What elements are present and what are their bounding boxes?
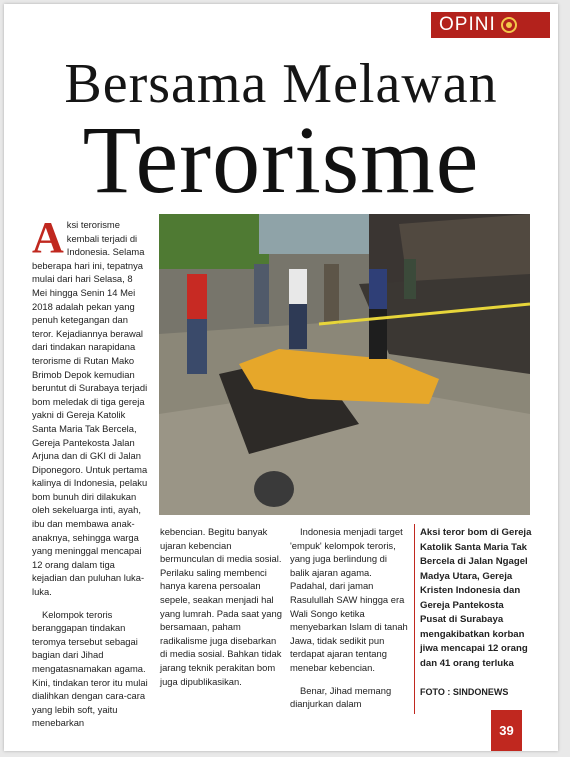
article-column-3 (290, 525, 408, 711)
drop-cap: A (32, 213, 64, 262)
paragraph: Benar, Jihad memang dianjurkan dalam (290, 684, 392, 710)
section-label: OPINI (439, 14, 496, 35)
caption-divider (414, 524, 415, 714)
section-badge (431, 12, 550, 38)
magazine-page (4, 4, 558, 751)
paragraph: kebencian. Begitu banyak ujaran kebencian bermunculan di media sosial. Perilaku saling membenci hanya karena persoalan sepele, seakan menjadi hal yang lumrah. Pada saat yang bersamaan, paham radikalisme juga disebarkan di media sosial. Bahkan tidak jarang teknik perakitan bom juga dipublikasikan. (160, 526, 282, 687)
photo-caption: Aksi teror bom di Gereja Katolik Santa Maria Tak Bercela di Jalan Ngagel Madya Utara, Gereja Kristen Indonesia dan Gereja Pantekosta Pusat di Surabaya mengakibatkan korban jiwa mencapai 12 orang dan 41 orang terluka (420, 527, 532, 669)
emblem-icon (501, 17, 517, 33)
article-column-1 (32, 213, 150, 730)
paragraph: ksi terorisme kembali terjadi di Indonesia. Selama beberapa hari ini, tepatnya mulai dari hari Selasa, 8 Mei hingga Senin 14 Mei 2018 adalah pekan yang penuh ketegangan dan teror. Kejadiannya berawal dari tindakan narapidana terorisme di Rutan Mako Brimob Depok kemudian beruntut di Surabaya terjadi bom meledak di tiga gereja yakni di Gereja Katolik Santa Maria Tak Bercela, Gereja Pantekosta Jalan Arjuna dan di GKI di Jalan Diponegoro. Untuk pertama kalinya di Indonesia, pelaku bom bunuh diri dilakukan oleh sekeluarga inti, ayah, ibu dan membawa anak-anaknya, sehingga warga yang meninggal mencapai 12 orang dalam tiga kejadian dan puluhan luka-luka. (32, 219, 148, 598)
news-photo (159, 214, 530, 515)
headline-line1: Bersama Melawan (64, 53, 498, 115)
page-number: 39 (491, 710, 522, 751)
paragraph: Kelompok teroris beranggapan tindakan teromya tersebut sebagai bagian dari Jihad mengatasnamakan agama. Kini, tindakan teror itu mulai dialihkan dengan cara-cara yang lebih soft, yaitu menebarkan (32, 608, 148, 729)
article-column-2 (160, 525, 282, 688)
paragraph: Indonesia menjadi target 'empuk' kelompok teroris, yang juga berlindung di balik ajaran agama. Padahal, dari jaman Rasulullah SAW hingga era Wali Songo ketika menyebarkan Islam di tanah Jawa, tidak sedikit pun terdapat ajaran tentang menebar kebencian. (290, 526, 408, 673)
photo-illustration (159, 214, 530, 515)
headline-line2: Terorisme (82, 106, 480, 213)
photo-credit: FOTO : SINDONEWS (420, 687, 509, 697)
